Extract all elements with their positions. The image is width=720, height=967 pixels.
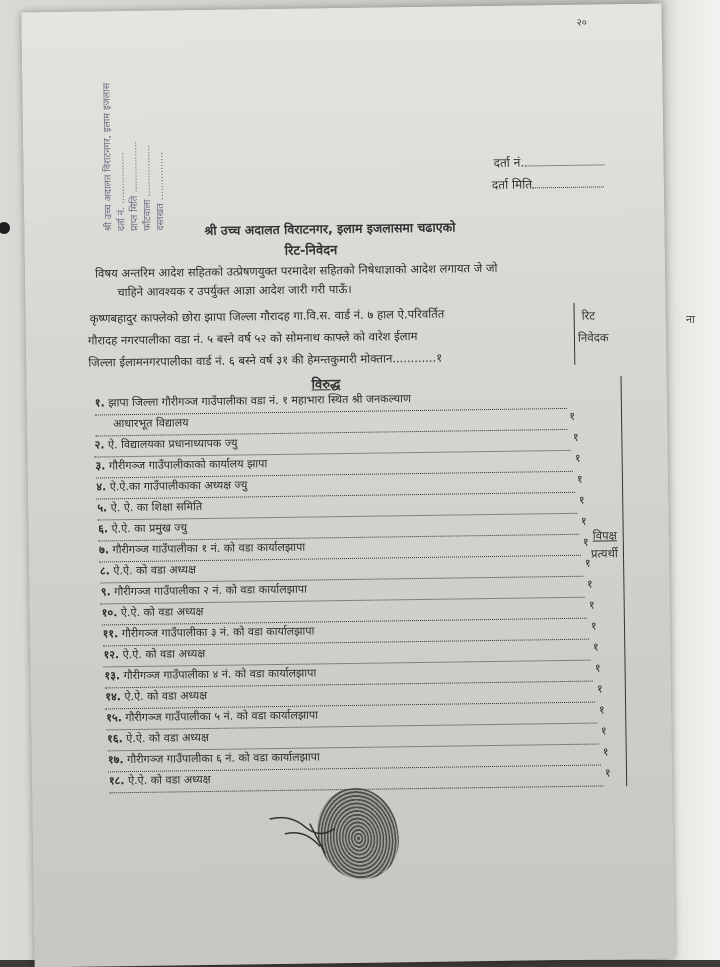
- document-type: रिट-निवेदन: [284, 243, 338, 259]
- registration-number-label: दर्ता नं.: [493, 155, 525, 170]
- respondent-count-mark: १: [590, 619, 597, 633]
- respondent-name: ऐ. ऐ. का शिक्षा समिति: [110, 500, 203, 515]
- respondent-index: १२.: [103, 648, 120, 662]
- respondent-name: ऐ.ऐ. को वडा अध्यक्ष: [127, 772, 211, 788]
- respondent-count-mark: १: [588, 598, 595, 612]
- stamp-line: फाँटवाला .................: [141, 145, 154, 231]
- respondent-name: ऐ.ऐ. को वडा अध्यक्ष: [120, 605, 204, 620]
- respondent-count-mark: १: [604, 766, 611, 780]
- subject-line: चाहिने आवश्यक र उपर्युक्त आज्ञा आदेश जारी गरी पाऊँ।: [117, 281, 352, 300]
- court-received-stamp: [100, 59, 272, 231]
- respondent-name: गौरीगञ्ज गाउँपालीका ६ नं. को वडा कार्यालझापा: [127, 750, 320, 767]
- petitioner-line: जिल्ला ईलामनगरपालीका वार्ड नं. ६ बस्ने वर्ष ३१ की हेमन्तकुमारी मोक्तान............१: [88, 350, 443, 370]
- page-number: २०: [576, 17, 588, 29]
- respondent-count-mark: १: [582, 535, 589, 549]
- respondent-name: गौरीगञ्ज गाउँपालीका ४ नं. को वडा कार्यालझापा: [123, 666, 317, 683]
- respondent-index: १.: [94, 396, 105, 410]
- petition-document: [21, 4, 674, 967]
- respondent-count-mark: १: [574, 451, 581, 465]
- respondent-index: ७.: [98, 543, 110, 557]
- respondent-count-mark: १: [586, 577, 593, 591]
- respondent-count-mark: १: [592, 640, 599, 654]
- respondent-count-mark: १: [572, 430, 579, 444]
- respondent-count-mark: १: [569, 409, 576, 423]
- respondent-index: ५.: [97, 501, 108, 515]
- petitioner-line: कृष्णबहादुर काफ्लेको छोरा झापा जिल्ला गौरादह गा.वि.स. वार्ड नं. ७ हाल ऐ.परिवर्तित: [89, 306, 445, 326]
- respondent-name: ऐ.ऐ.का गाउँपालीकाका अध्यक्ष ज्यु: [109, 478, 248, 494]
- respondent-index: ४.: [96, 480, 107, 494]
- respondent-name: ऐ.ऐ. को वडा अध्यक्ष: [124, 688, 208, 704]
- stamp-line: प्राप्त मिति .................: [128, 141, 141, 232]
- respondent-count-mark: १: [602, 745, 609, 759]
- respondent-name: ऐ.ऐ. को वडा अध्यक्ष: [113, 563, 197, 578]
- respondent-index: ११.: [102, 627, 119, 641]
- stamp-line: दस्तखत ................: [154, 151, 167, 231]
- respondent-index: १६.: [107, 732, 123, 746]
- respondent-index: १७.: [107, 753, 124, 767]
- respondent-count-mark: १: [598, 703, 605, 717]
- stamp-line: दर्ता नं. .................: [115, 152, 128, 232]
- respondent-name: ऐ. विद्यालयका प्रधानाध्यापक ज्यु: [107, 436, 238, 452]
- respondent-index: २.: [94, 438, 105, 452]
- respondent-count-mark: १: [578, 493, 585, 507]
- respondent-name: गौरीगञ्ज गाउँपालीका २ नं. को वडा कार्यालझापा: [114, 582, 308, 599]
- respondent-name: आधारभूत विद्यालय: [113, 416, 189, 431]
- respondent-count-mark: १: [584, 556, 591, 570]
- respondent-count-mark: १: [596, 682, 603, 696]
- petitioner-bracket: [563, 303, 575, 365]
- respondent-name: गौरीगञ्ज गाउँपालीकाको कार्यालय झापा: [108, 457, 268, 473]
- respondent-side-label: प्रत्यर्थी: [590, 546, 618, 561]
- respondent-name: गौरीगञ्ज गाउँपालीका ३ नं. को वडा कार्यालझापा: [121, 624, 315, 641]
- respondent-index: १८.: [108, 774, 125, 788]
- respondent-index: १५.: [106, 711, 122, 725]
- court-heading: श्री उच्च अदालत विराटनगर, इलाम इजलासमा चढाएको: [204, 219, 456, 238]
- respondent-index: ८.: [99, 564, 110, 578]
- respondent-name: गौरीगञ्ज गाउँपालीका १ नं. को वडा कार्यालझापा: [112, 540, 306, 557]
- respondent-name: ऐ.ऐ. का प्रमुख ज्यु: [111, 521, 188, 536]
- respondent-name: ऐ.ऐ. को वडा अध्यक्ष: [122, 647, 206, 662]
- respondent-index: ६.: [98, 522, 109, 536]
- respondent-index: १४.: [105, 690, 122, 704]
- petitioner-side-label: निवेदक: [577, 330, 609, 345]
- respondent-name: ऐ.ऐ. को वडा अध्यक्ष: [126, 730, 209, 746]
- petitioner-line: गौरादह नगरपालीका वडा नं. ५ बस्ने वर्ष ५२ को सोमनाथ काफ्ले को वारेश ईलाम: [87, 329, 418, 348]
- respondent-count-mark: १: [600, 724, 607, 738]
- respondent-count-mark: १: [594, 661, 601, 675]
- respondent-count-mark: १: [580, 514, 587, 528]
- stamp-line: श्री उच्च अदालत विराटनगर, इलाम इजलास: [101, 82, 115, 232]
- versus-heading: विरुद्ध: [311, 377, 341, 393]
- petitioner-side-label: रिट: [581, 308, 596, 323]
- margin-mark: ना: [686, 313, 695, 326]
- respondent-side-label: विपक्ष: [592, 528, 617, 543]
- registration-date-label: दर्ता मिति: [491, 177, 533, 192]
- registration-number: [493, 152, 604, 171]
- respondent-index: ३.: [95, 459, 106, 473]
- respondent-index: ९.: [100, 585, 111, 599]
- respondent-list: [85, 388, 621, 815]
- respondent-name: झापा जिल्ला गौरीगञ्ज गाउँपालीका वडा नं. १ महाभारा स्थित श्री जनकल्याण: [108, 392, 411, 410]
- subject-line: विषय अन्तरिम आदेश सहितको उत्प्रेषणयुक्त परमादेश सहितको निषेधाज्ञाको आदेश लगायत जे जो: [94, 260, 498, 281]
- registration-date: [492, 174, 605, 193]
- respondent-count-mark: १: [576, 472, 583, 486]
- respondent-index: १०.: [101, 606, 118, 620]
- respondent-name: गौरीगञ्ज गाउँपालीका ५ नं. को वडा कार्यालझापा: [125, 708, 319, 725]
- respondent-index: १३.: [104, 669, 121, 683]
